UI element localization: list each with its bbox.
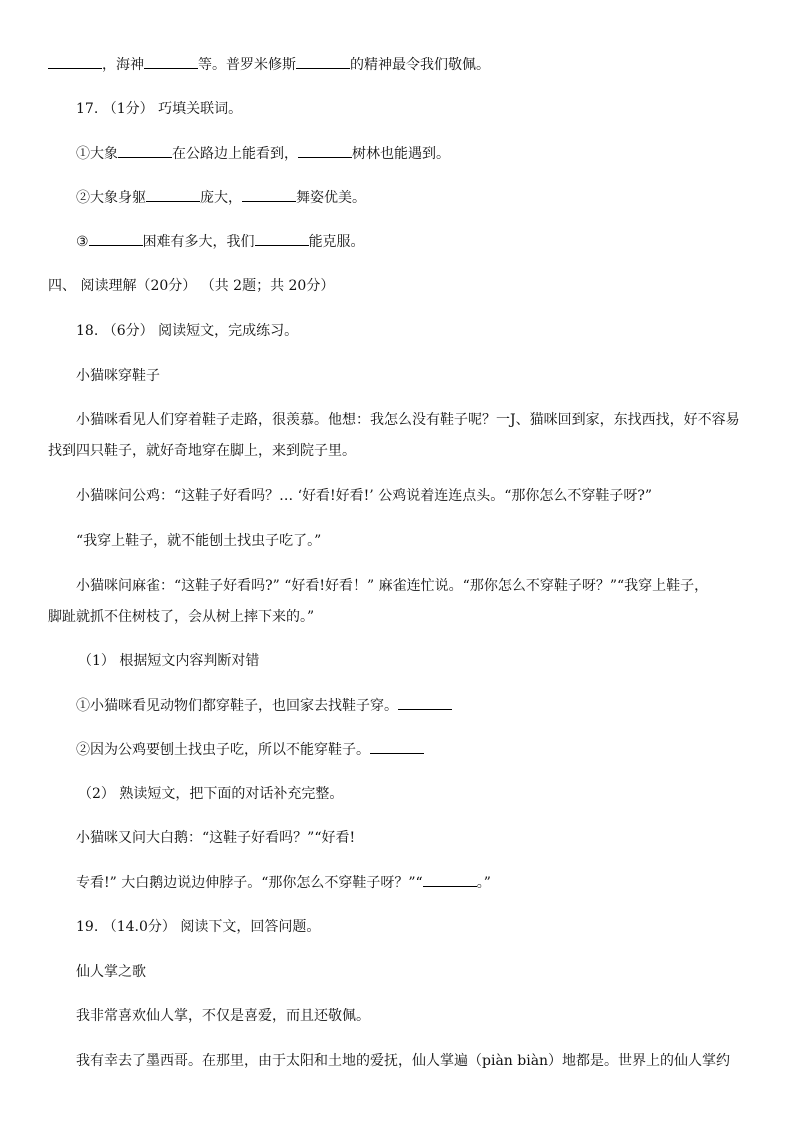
passage-paragraph: 小猫咪问麻雀：“这鞋子好看吗?” “好看!好看！” 麻雀连忙说。“那你怎么不穿鞋子呀？”“我穿上鞋子， <box>76 578 709 594</box>
text-segment: ①小猫咪看见动物们都穿鞋子，也回家去找鞋子穿。 <box>76 698 398 714</box>
passage-title: 小猫咪穿鞋子 <box>76 368 160 384</box>
answer-blank[interactable] <box>298 143 352 158</box>
answer-blank[interactable] <box>144 54 198 69</box>
question-19-header: 19. （14.0分） 阅读下文，回答问题。 <box>76 919 321 935</box>
text-segment: 在公路边上能看到， <box>172 146 298 162</box>
text-segment: ③ <box>76 234 89 250</box>
answer-blank[interactable] <box>48 54 102 69</box>
answer-blank[interactable] <box>370 739 424 754</box>
answer-blank[interactable] <box>118 143 172 158</box>
dialog-line: 小猫咪又问大白鹅：“这鞋子好看吗？”“好看! <box>76 830 356 846</box>
q17-item-3 <box>76 231 365 252</box>
text-segment: ②因为公鸡要刨土找虫子吃，所以不能穿鞋子。 <box>76 742 370 758</box>
passage-paragraph: 我非常喜欢仙人掌，不仅是喜爱，而且还敬佩。 <box>76 1008 370 1024</box>
text-segment: 的精神最令我们敬佩。 <box>350 57 490 73</box>
answer-blank[interactable] <box>255 231 309 246</box>
passage-paragraph-cont: 找到四只鞋子，就好奇地穿在脚上，来到院子里。 <box>48 443 356 459</box>
text-segment: ，海神 <box>102 57 144 73</box>
true-false-item-1 <box>76 695 452 716</box>
q17-item-2 <box>76 187 366 208</box>
sub-question-1: （1） 根据短文内容判断对错 <box>78 653 260 669</box>
passage-title: 仙人掌之歌 <box>76 964 146 980</box>
passage-paragraph: 我有幸去了墨西哥。在那里，由于太阳和土地的爱抚，仙人掌遍（piàn biàn）地都是。世界上的仙人掌约 <box>76 1053 731 1069</box>
passage-paragraph: “我穿上鞋子，就不能刨土找虫子吃了。” <box>76 533 322 549</box>
text-segment: 专看!” 大白鹅边说边伸脖子。“那你怎么不穿鞋子呀？”“ <box>76 875 423 891</box>
text-segment: ①大象 <box>76 146 118 162</box>
answer-blank[interactable] <box>423 872 477 887</box>
passage-paragraph-cont: 脚趾就抓不住树枝了，会从树上摔下来的。” <box>48 609 315 625</box>
passage-paragraph: 小猫咪看见人们穿着鞋子走路，很羡慕。他想：我怎么没有鞋子呢？一J、猫咪回到家，东找西找，好不容易 <box>76 412 740 428</box>
text-segment: 舞姿优美。 <box>296 190 366 206</box>
text-segment: 树林也能遇到。 <box>352 146 450 162</box>
text-segment: 能克服。 <box>308 234 365 250</box>
section-4-header: 四、 阅读理解（20分） （共 2题；共 20分） <box>48 278 335 294</box>
answer-blank[interactable] <box>242 187 296 202</box>
answer-blank[interactable] <box>296 54 350 69</box>
question-17-header: 17. （1分） 巧填关联词。 <box>76 101 243 117</box>
true-false-item-2 <box>76 739 424 760</box>
sub-question-2: （2） 熟读短文，把下面的对话补充完整。 <box>78 786 344 802</box>
dialog-line <box>76 872 491 893</box>
answer-blank[interactable] <box>89 231 143 246</box>
q17-item-1 <box>76 143 450 164</box>
question-18-header: 18. （6分） 阅读短文，完成练习。 <box>76 323 299 339</box>
answer-blank[interactable] <box>146 187 200 202</box>
text-segment: 。” <box>476 875 491 891</box>
passage-paragraph: 小猫咪问公鸡：“这鞋子好看吗？… ‘好看!好看!’ 公鸡说着连连点头。“那你怎么不穿鞋子呀?” <box>76 488 653 504</box>
text-segment: 困难有多大，我们 <box>142 234 255 250</box>
answer-blank[interactable] <box>398 695 452 710</box>
text-segment: 庞大， <box>200 190 242 206</box>
intro-line <box>48 54 490 75</box>
text-segment: 等。普罗米修斯 <box>198 57 296 73</box>
text-segment: ②大象身躯 <box>76 190 146 206</box>
